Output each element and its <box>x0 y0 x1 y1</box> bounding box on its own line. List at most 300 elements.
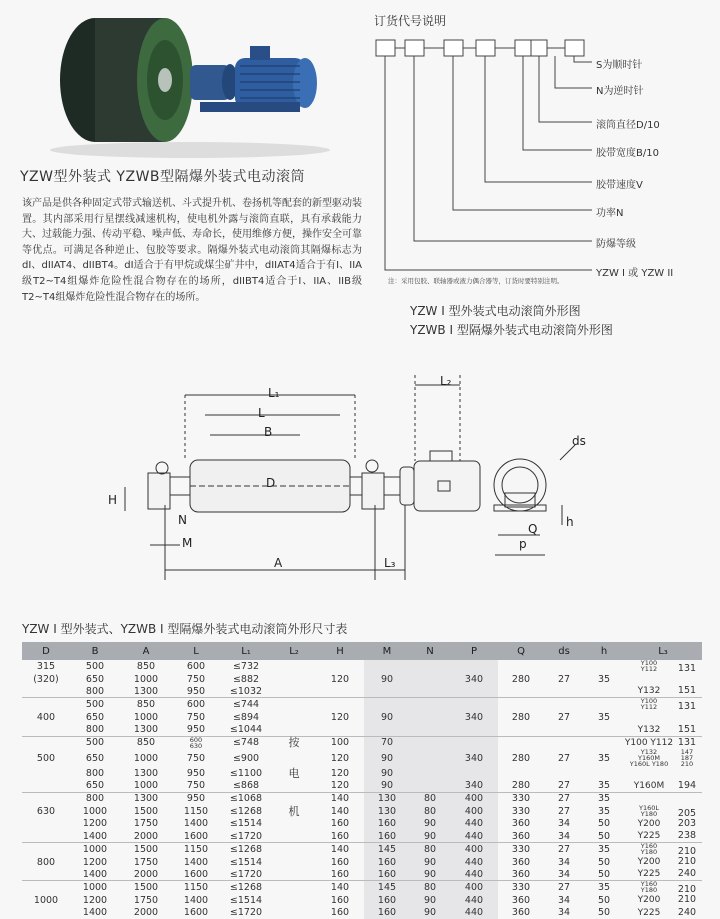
cell-m: 90 <box>364 673 410 685</box>
table-row <box>22 856 702 868</box>
cell-d <box>22 736 70 749</box>
cell-h <box>316 698 364 712</box>
cell-n: 90 <box>410 894 450 906</box>
table-body <box>22 660 702 919</box>
cell-n <box>410 660 450 673</box>
header-b: B <box>70 642 120 660</box>
cell-b: 650 <box>85 711 105 723</box>
cell-l3-value: 240 <box>677 906 697 918</box>
cell-l2 <box>272 856 316 868</box>
cell-l: 950 <box>172 792 220 804</box>
cell-p <box>450 768 498 780</box>
cell-l1: ≤1514 <box>229 818 263 830</box>
cell-h: 120 <box>330 780 350 792</box>
cell-ds: 34 <box>557 907 571 919</box>
cell-l3 <box>624 805 702 818</box>
cell-l1: ≤1100 <box>229 768 263 780</box>
cell-ds: 34 <box>557 830 571 842</box>
cell-a: 1500 <box>133 805 159 817</box>
cell-q: 360 <box>511 894 531 906</box>
header-q: Q <box>498 642 544 660</box>
cell-l1: ≤1032 <box>229 685 263 697</box>
cell-n: 90 <box>410 856 450 868</box>
cell-q: 330 <box>511 805 531 817</box>
cell-p: 400 <box>450 792 498 804</box>
cell-b: 1000 <box>70 881 120 895</box>
table-row <box>22 907 702 919</box>
cell-b: 800 <box>70 792 120 804</box>
table-row <box>22 736 702 749</box>
cell-motor: Y160 Y180 <box>640 880 658 895</box>
dim-l2: L₂ <box>440 374 452 388</box>
cell-d: 630 <box>36 805 56 817</box>
cell-ds: 34 <box>557 818 571 830</box>
table-row <box>22 843 702 857</box>
cell-a: 1300 <box>133 724 159 736</box>
cell-l: 1600 <box>183 907 209 919</box>
cell-hh <box>584 736 624 749</box>
cell-ds <box>544 768 584 780</box>
cell-d: 800 <box>36 856 56 868</box>
table-row <box>22 881 702 895</box>
dim-n: N <box>178 513 187 527</box>
cell-l3 <box>624 830 702 842</box>
cell-b: 650 <box>85 673 105 685</box>
cell-l: 750 <box>186 752 206 764</box>
dim-h: H <box>108 493 118 507</box>
cell-hh: 35 <box>584 792 624 804</box>
cell-motor: Y100 Y112 <box>640 659 658 673</box>
cell-m: 145 <box>364 843 410 857</box>
table-row <box>22 685 702 697</box>
cell-p: 340 <box>450 673 498 685</box>
cell-a: 1500 <box>120 881 172 895</box>
cell-m: 160 <box>364 830 410 842</box>
cell-l: 600 <box>172 698 220 712</box>
cell-b: 650 <box>85 752 105 764</box>
cell-hh: 35 <box>584 843 624 857</box>
cell-h: 100 <box>316 736 364 749</box>
order-code-label-belt-speed: 胶带速度V <box>596 180 643 191</box>
cell-l: 1400 <box>183 894 209 906</box>
cell-d <box>22 907 70 919</box>
cell-a: 850 <box>120 698 172 712</box>
cell-m <box>364 685 410 697</box>
drawing-title-2: YZWB I 型隔爆外装式电动滚筒外形图 <box>410 323 613 337</box>
dim-m: M <box>182 536 193 550</box>
cell-p <box>450 736 498 749</box>
cell-n: 80 <box>410 792 450 804</box>
cell-l1: ≤744 <box>220 698 272 712</box>
header-a: A <box>120 642 172 660</box>
cell-motor: Y100 Y112 <box>640 697 658 712</box>
cell-b: 1400 <box>82 830 108 842</box>
cell-q <box>498 685 544 697</box>
cell-l3 <box>624 881 702 895</box>
cell-l: 1600 <box>183 830 209 842</box>
order-code-diagram <box>370 12 710 292</box>
cell-d: 1000 <box>33 894 59 906</box>
cell-h: 160 <box>330 856 350 868</box>
cell-m: 145 <box>364 881 410 895</box>
cell-hh: 35 <box>597 780 611 792</box>
cell-l: 750 <box>186 673 206 685</box>
cell-a: 1300 <box>120 792 172 804</box>
order-code-label-drum-diameter: 滚筒直径D/10 <box>596 120 660 131</box>
header-l: L <box>172 642 220 660</box>
cell-l: 950 <box>186 685 206 697</box>
cell-l: 750 <box>186 711 206 723</box>
cell-d <box>22 698 70 712</box>
cell-l3 <box>624 856 702 868</box>
cell-p <box>450 698 498 712</box>
cell-ds: 34 <box>557 856 571 868</box>
cell-l1: ≤882 <box>232 673 260 685</box>
cell-a: 2000 <box>133 830 159 842</box>
table-row <box>22 749 702 768</box>
cell-l2 <box>272 907 316 919</box>
cell-l2: 按 <box>272 736 316 749</box>
cell-h: 160 <box>330 907 350 919</box>
cell-a: 1000 <box>133 780 159 792</box>
cell-p: 440 <box>450 894 498 906</box>
cell-d <box>22 818 70 830</box>
cell-m: 160 <box>364 868 410 880</box>
cell-l2 <box>272 724 316 736</box>
cell-a: 1000 <box>133 673 159 685</box>
cell-m: 90 <box>364 768 410 780</box>
cell-l3-value: 131 <box>677 736 697 748</box>
cell-l2 <box>272 698 316 712</box>
cell-l3-value: 131 <box>677 701 697 713</box>
cell-p: 340 <box>450 780 498 792</box>
cell-hh: 50 <box>597 830 611 842</box>
cell-m <box>364 724 410 736</box>
cell-q: 360 <box>511 856 531 868</box>
cell-l3-value: 205 <box>677 807 697 819</box>
cell-ds <box>544 685 584 697</box>
cell-d <box>22 724 70 736</box>
cell-ds: 27 <box>557 780 571 792</box>
cell-l1: ≤1514 <box>229 856 263 868</box>
cell-b: 650 <box>85 780 105 792</box>
cell-p: 440 <box>450 830 498 842</box>
cell-b: 1200 <box>82 856 108 868</box>
cell-l3 <box>624 768 702 780</box>
dim-h-small: h <box>566 515 574 529</box>
cell-ds: 27 <box>557 752 571 764</box>
cell-l1: ≤868 <box>232 780 260 792</box>
cell-n: 80 <box>410 805 450 818</box>
cell-l3 <box>624 868 702 880</box>
cell-n: 80 <box>410 881 450 895</box>
cell-n <box>410 749 450 768</box>
cell-l2 <box>272 843 316 857</box>
cell-n <box>410 673 450 685</box>
cell-q: 280 <box>511 780 531 792</box>
cell-h <box>316 660 364 673</box>
cell-a: 2000 <box>133 868 159 880</box>
cell-l3-value: 210 <box>677 894 697 906</box>
dim-d: D <box>266 476 276 490</box>
cell-q <box>498 660 544 673</box>
cell-m <box>364 698 410 712</box>
cell-a: 1500 <box>120 843 172 857</box>
cell-l1: ≤1720 <box>229 868 263 880</box>
cell-m <box>364 660 410 673</box>
cell-m: 90 <box>364 711 410 723</box>
cell-d: 500 <box>36 752 56 764</box>
cell-l3 <box>624 724 702 736</box>
cell-d <box>22 843 70 857</box>
cell-l: 600 <box>186 661 206 672</box>
cell-l1: ≤1268 <box>220 843 272 857</box>
cell-p: 440 <box>450 856 498 868</box>
cell-d: (320) <box>33 673 59 685</box>
cell-a: 850 <box>120 736 172 749</box>
cell-motor: Y200 <box>637 818 661 829</box>
cell-l3 <box>624 660 702 673</box>
cell-l1: ≤748 <box>220 736 272 749</box>
cell-d <box>22 830 70 842</box>
cell-m: 90 <box>364 780 410 792</box>
cell-l3-value: 147 187 210 <box>680 747 694 768</box>
cell-hh <box>584 685 624 697</box>
cell-h <box>316 724 364 736</box>
cell-q: 330 <box>498 792 544 804</box>
header-l1: L₁ <box>220 642 272 660</box>
cell-hh: 50 <box>597 856 611 868</box>
cell-h: 120 <box>330 768 350 780</box>
cell-motor: Y132 <box>637 724 661 735</box>
product-title: YZW型外装式 YZWB型隔爆外装式电动滚筒 <box>20 169 306 185</box>
cell-m: 160 <box>364 907 410 919</box>
cell-l3 <box>624 736 702 749</box>
cell-d <box>22 792 70 804</box>
cell-l2 <box>272 780 316 792</box>
cell-q <box>498 736 544 749</box>
cell-ds <box>544 660 584 673</box>
order-code-note: 注：采用包胶、联轴器或液力偶合器等，订货时要特别注明。 <box>388 277 564 285</box>
cell-ds <box>544 736 584 749</box>
table-row <box>22 830 702 842</box>
cell-p: 340 <box>450 711 498 723</box>
cell-l3-value: 210 <box>677 846 697 858</box>
cell-n <box>410 780 450 792</box>
cell-q <box>498 724 544 736</box>
cell-l2 <box>272 673 316 685</box>
order-code-label-explosion-grade: 防爆等级 <box>596 239 636 250</box>
cell-n: 90 <box>410 830 450 842</box>
dim-l: L <box>258 406 265 420</box>
cell-a: 1750 <box>133 894 159 906</box>
cell-d: 400 <box>36 711 56 723</box>
header-p: P <box>450 642 498 660</box>
order-code-label-rotation-s: S为顺时针 <box>596 60 643 71</box>
cell-hh: 35 <box>597 673 611 685</box>
cell-motor: Y225 <box>637 869 661 880</box>
cell-d <box>22 881 70 895</box>
cell-b: 500 <box>85 661 105 672</box>
cell-l: 1600 <box>183 868 209 880</box>
cell-l1: ≤900 <box>232 752 260 764</box>
cell-motor: Y132 <box>637 686 661 697</box>
cell-l2 <box>272 660 316 673</box>
cell-l3 <box>624 780 702 792</box>
header-h-small: h <box>584 642 624 660</box>
outline-drawing <box>100 365 620 595</box>
cell-n <box>410 724 450 736</box>
cell-hh: 35 <box>584 881 624 895</box>
cell-h: 160 <box>330 830 350 842</box>
cell-a: 1300 <box>133 768 159 780</box>
dim-l3: L₃ <box>384 556 396 570</box>
cell-ds <box>544 698 584 712</box>
cell-b: 800 <box>85 724 105 736</box>
cell-q: 360 <box>511 907 531 919</box>
table-row <box>22 673 702 685</box>
cell-q: 280 <box>511 673 531 685</box>
cell-b: 1000 <box>70 843 120 857</box>
order-code-title: 订货代号说明 <box>374 14 447 28</box>
cell-l: 1400 <box>183 818 209 830</box>
cell-hh: 50 <box>597 907 611 919</box>
cell-l3-value: 240 <box>677 868 697 880</box>
cell-d <box>22 780 70 792</box>
cell-l3 <box>624 698 702 712</box>
cell-motor: Y160L Y180 <box>639 803 659 818</box>
dim-p: p <box>519 537 527 551</box>
cell-q: 360 <box>511 818 531 830</box>
cell-p: 340 <box>450 749 498 768</box>
cell-a: 1750 <box>133 856 159 868</box>
cell-n <box>410 685 450 697</box>
cell-l3-value: 194 <box>677 779 697 791</box>
cell-hh: 50 <box>597 868 611 880</box>
table-row <box>22 818 702 830</box>
cell-n: 80 <box>410 843 450 857</box>
cell-h: 140 <box>316 843 364 857</box>
cell-b: 1200 <box>82 894 108 906</box>
cell-d <box>22 868 70 880</box>
cell-l2: 电 <box>288 767 300 781</box>
cell-l: 1150 <box>172 843 220 857</box>
cell-motor: Y225 <box>637 831 661 842</box>
table-title: YZW I 型外装式、YZWB I 型隔爆外装式电动滚筒外形尺寸表 <box>22 622 348 636</box>
cell-ds: 34 <box>557 868 571 880</box>
cell-a: 850 <box>136 661 156 672</box>
cell-b: 800 <box>85 685 105 697</box>
cell-m: 70 <box>364 736 410 749</box>
cell-l: 1150 <box>183 805 209 817</box>
cell-l2 <box>272 711 316 723</box>
cell-l3-value: 210 <box>677 884 697 896</box>
cell-a: 1000 <box>133 711 159 723</box>
table-row <box>22 768 702 780</box>
cell-h: 120 <box>330 673 350 685</box>
cell-d <box>22 768 70 780</box>
cell-ds: 27 <box>544 792 584 804</box>
header-h: H <box>316 642 364 660</box>
cell-l3 <box>624 711 702 723</box>
cell-hh: 35 <box>597 805 611 817</box>
cell-hh: 50 <box>597 818 611 830</box>
cell-l3-value: 151 <box>677 685 697 697</box>
cell-hh <box>584 768 624 780</box>
cell-m: 90 <box>364 749 410 768</box>
cell-p <box>450 685 498 697</box>
cell-p <box>450 724 498 736</box>
cell-h: 160 <box>330 868 350 880</box>
cell-a: 1300 <box>133 685 159 697</box>
cell-l3 <box>624 685 702 697</box>
cell-motor: Y100 Y112 <box>624 737 674 748</box>
table-row <box>22 868 702 880</box>
cell-p <box>450 660 498 673</box>
cell-l1: ≤1268 <box>220 881 272 895</box>
cell-p: 440 <box>450 818 498 830</box>
cell-q <box>498 768 544 780</box>
cell-l: 950 <box>186 768 206 780</box>
cell-p: 400 <box>450 881 498 895</box>
cell-l2 <box>272 868 316 880</box>
cell-l3 <box>624 907 702 919</box>
cell-q: 360 <box>511 868 531 880</box>
cell-l1: ≤1514 <box>229 894 263 906</box>
order-code-label-model: YZW I 或 YZW II <box>596 268 674 279</box>
header-ds: ds <box>544 642 584 660</box>
cell-h: 120 <box>330 752 350 764</box>
cell-ds: 27 <box>544 843 584 857</box>
cell-motor: Y160 Y180 <box>640 842 658 857</box>
dim-q: Q <box>528 522 538 536</box>
cell-q: 330 <box>498 881 544 895</box>
cell-h: 120 <box>330 711 350 723</box>
cell-l1: ≤1720 <box>229 907 263 919</box>
cell-l2 <box>272 685 316 697</box>
cell-b: 1200 <box>82 818 108 830</box>
cell-hh <box>584 724 624 736</box>
cell-b: 1000 <box>82 805 108 817</box>
cell-l: 750 <box>186 780 206 792</box>
cell-l1: ≤1044 <box>229 724 263 736</box>
cell-b: 800 <box>85 768 105 780</box>
cell-hh: 35 <box>597 752 611 764</box>
cell-l3-value: 151 <box>677 723 697 735</box>
dim-b: B <box>264 425 273 439</box>
cell-h: 160 <box>330 818 350 830</box>
cell-q: 360 <box>511 830 531 842</box>
cell-m: 130 <box>364 805 410 818</box>
cell-d <box>22 685 70 697</box>
cell-q: 280 <box>511 752 531 764</box>
cell-b: 500 <box>70 736 120 749</box>
cell-l1: ≤1268 <box>229 805 263 817</box>
cell-n <box>410 711 450 723</box>
cell-l3-value: 238 <box>677 830 697 842</box>
cell-p: 440 <box>450 907 498 919</box>
order-code-label-power: 功率N <box>596 208 624 219</box>
cell-l1: ≤732 <box>232 661 260 672</box>
cell-l3 <box>624 792 702 804</box>
cell-l3 <box>624 818 702 830</box>
cell-motor: Y200 <box>637 857 661 868</box>
cell-l3 <box>624 843 702 857</box>
cell-m: 160 <box>364 894 410 906</box>
cell-l1: ≤894 <box>232 711 260 723</box>
cell-h: 140 <box>316 792 364 804</box>
cell-hh: 35 <box>597 711 611 723</box>
